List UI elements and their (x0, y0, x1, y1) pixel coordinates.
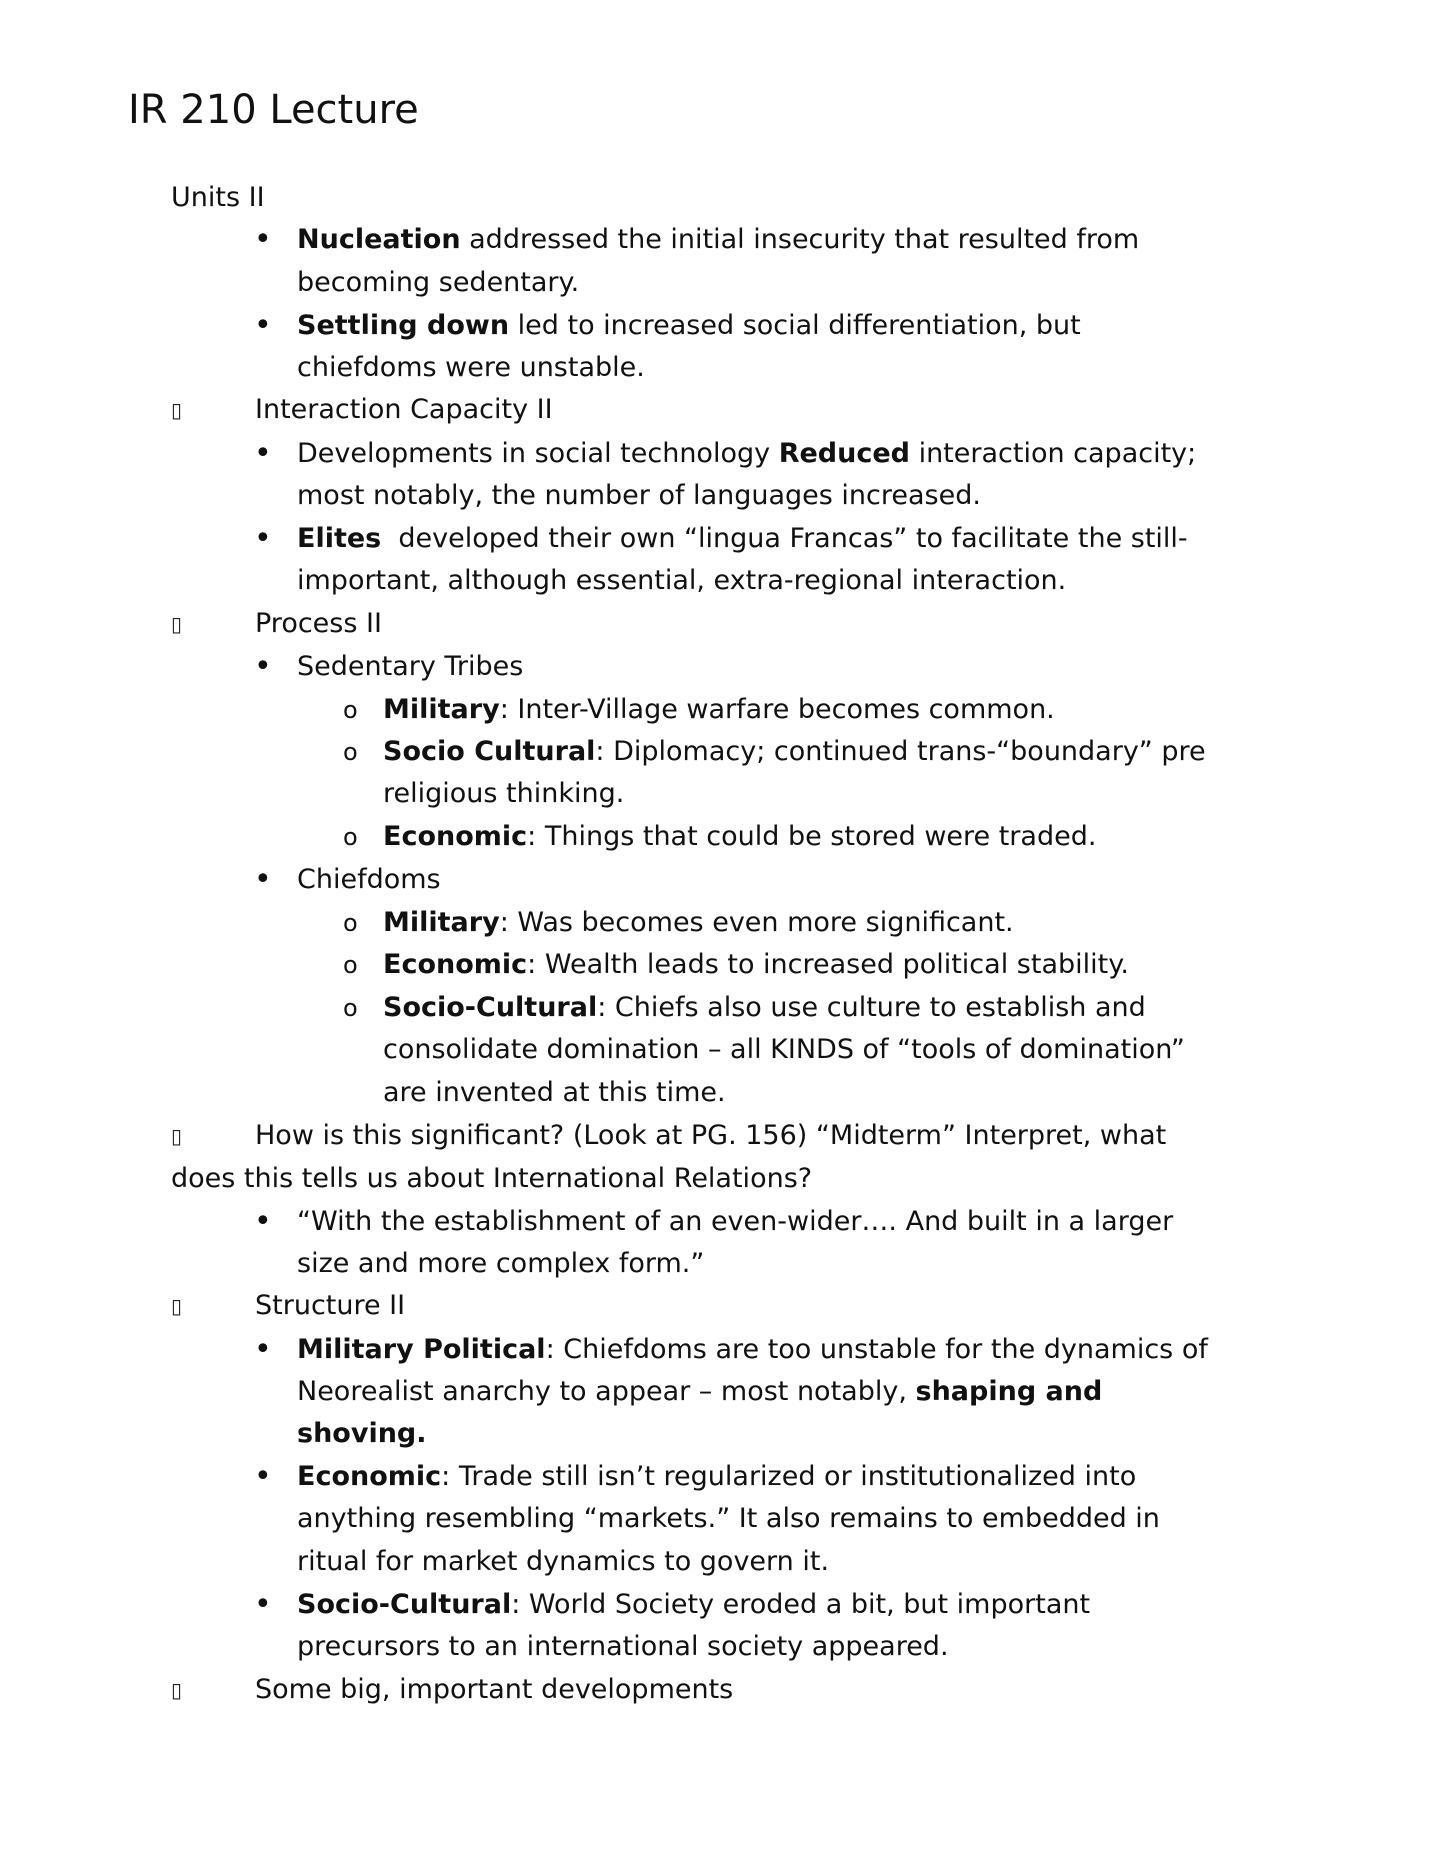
settling-line1: Settling down led to increased social differentiation, but (297, 310, 1081, 341)
nucleation-line2: becoming sedentary. (297, 267, 580, 298)
settling-line2: chiefdoms were unstable. (297, 352, 645, 383)
tribes-military: Military: Inter-Village warfare becomes common. (383, 694, 1055, 725)
tribes-socio-cultural-line1: Socio Cultural: Diplomacy; continued trans-“boundary” pre (383, 736, 1206, 767)
chiefdoms-military: Military: Was becomes even more significant. (383, 907, 1014, 938)
circle-bullet-icon: o (343, 994, 358, 1022)
bullet-icon: • (254, 1459, 272, 1494)
chiefdoms-socio-cultural-line2: consolidate domination – all KINDS of “tools of domination” (383, 1034, 1185, 1065)
quote-line1: “With the establishment of an even-wider…. And built in a larger (297, 1206, 1174, 1237)
bullet-icon: • (254, 521, 272, 556)
elites-line1: Elites developed their own “lingua Francas” to facilitate the still- (297, 523, 1188, 554)
circle-bullet-icon: o (343, 951, 358, 979)
tribes-economic: Economic: Things that could be stored were traded. (383, 821, 1097, 852)
structure-military-line2: Neorealist anarchy to appear – most notably, shaping and (297, 1376, 1103, 1407)
structure-heading: Structure II (255, 1290, 406, 1321)
bullet-icon: • (254, 436, 272, 471)
circle-bullet-icon: o (343, 909, 358, 937)
chiefdoms-socio-cultural-line3: are invented at this time. (383, 1077, 726, 1108)
developments-line2: most notably, the number of languages increased. (297, 480, 981, 511)
bullet-icon: • (254, 1332, 272, 1367)
structure-military-line1: Military Political: Chiefdoms are too unstable for the dynamics of (297, 1334, 1208, 1365)
chiefdoms-label: Chiefdoms (297, 864, 441, 895)
bullet-icon: • (254, 1204, 272, 1239)
significance-line1: How is this significant? (Look at PG. 156) “Midterm” Interpret, what (255, 1120, 1167, 1151)
nucleation-line1: Nucleation addressed the initial insecurity that resulted from (297, 224, 1140, 255)
bullet-icon: • (254, 308, 272, 343)
bullet-icon: • (254, 222, 272, 257)
structure-economic-line3: ritual for market dynamics to govern it. (297, 1546, 830, 1577)
sedentary-tribes-label: Sedentary Tribes (297, 651, 524, 682)
document-title: IR 210 Lecture (128, 87, 419, 133)
developments-heading: Some big, important developments (255, 1674, 734, 1705)
circle-bullet-icon: o (343, 696, 358, 724)
structure-socio-line1: Socio-Cultural: World Society eroded a bit, but important (297, 1589, 1091, 1620)
structure-socio-line2: precursors to an international society appeared. (297, 1631, 949, 1662)
elites-line2: important, although essential, extra-regional interaction. (297, 565, 1067, 596)
missing-glyph-icon: ▯ (171, 612, 183, 636)
missing-glyph-icon: ▯ (171, 1678, 183, 1702)
chiefdoms-socio-cultural-line1: Socio-Cultural: Chiefs also use culture to establish and (383, 992, 1146, 1023)
structure-economic-line1: Economic: Trade still isn’t regularized or institutionalized into (297, 1461, 1137, 1492)
interaction-heading: Interaction Capacity II (255, 394, 553, 425)
significance-line2: does this tells us about International Relations? (171, 1163, 813, 1194)
bullet-icon: • (254, 862, 272, 897)
tribes-socio-cultural-line2: religious thinking. (383, 778, 625, 809)
missing-glyph-icon: ▯ (171, 398, 183, 422)
structure-military-line3: shoving. (297, 1418, 427, 1449)
process-heading: Process II (255, 608, 382, 639)
structure-economic-line2: anything resembling “markets.” It also remains to embedded in (297, 1503, 1160, 1534)
units-heading: Units II (171, 182, 265, 213)
quote-line2: size and more complex form.” (297, 1248, 705, 1279)
circle-bullet-icon: o (343, 823, 358, 851)
circle-bullet-icon: o (343, 738, 358, 766)
missing-glyph-icon: ▯ (171, 1124, 183, 1148)
missing-glyph-icon: ▯ (171, 1294, 183, 1318)
developments-line1: Developments in social technology Reduced interaction capacity; (297, 438, 1197, 469)
chiefdoms-economic: Economic: Wealth leads to increased political stability. (383, 949, 1129, 980)
bullet-icon: • (254, 649, 272, 684)
bullet-icon: • (254, 1587, 272, 1622)
